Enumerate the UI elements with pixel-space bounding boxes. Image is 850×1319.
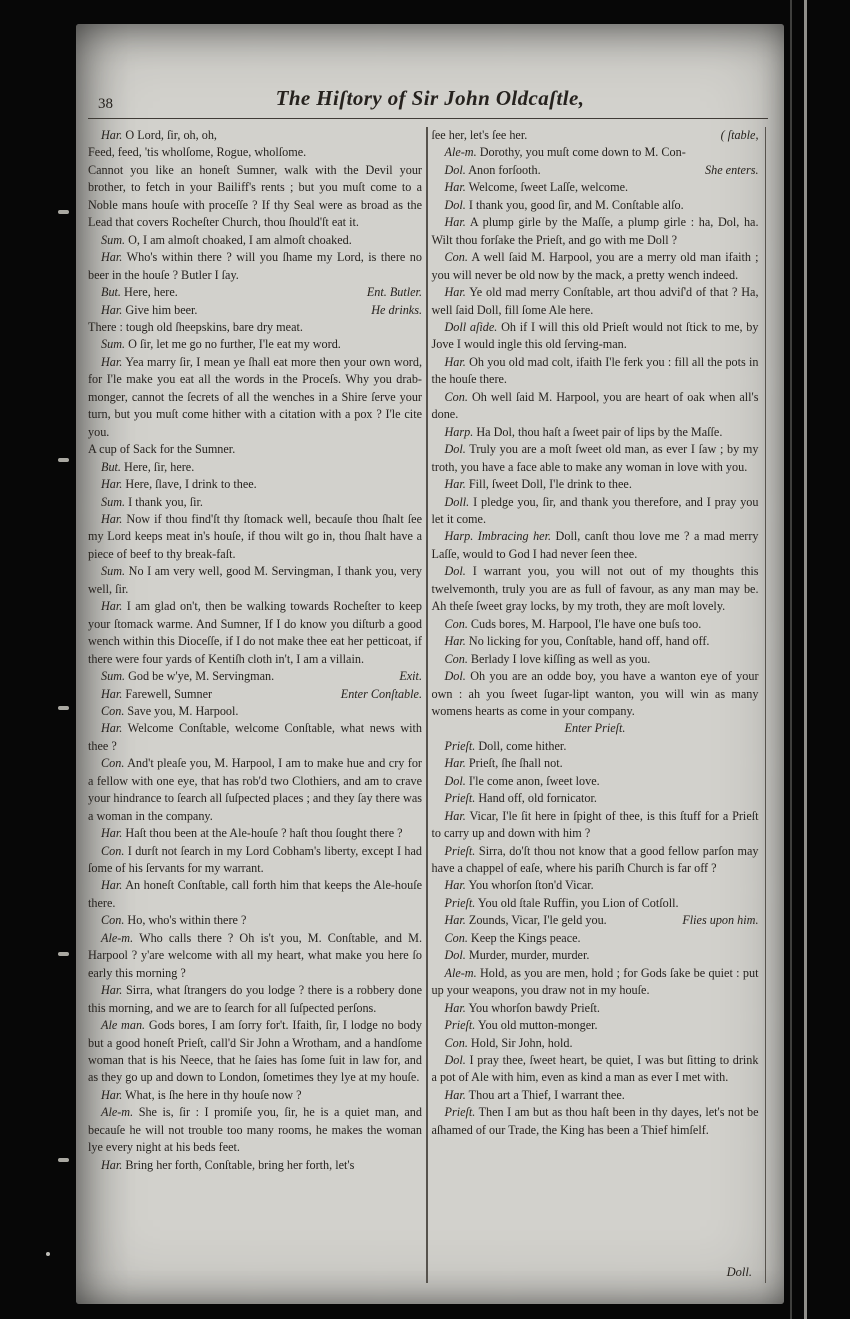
speech-line: Con. Berlady I love kiſſing as well as you. [444,651,651,666]
speaker-name: Prieſt. [444,843,476,858]
speaker-name: Con. [444,930,468,945]
speaker-name: Har. [444,756,466,771]
speech-line: Con. And't pleaſe you, M. Harpool, I am to make hue and cry for a fellow with one eye, that has rob'd two Clothiers, and am to crave your hindrance to ſearch all ſuſpected places ; and they ſay there was a woman in the company. [88,756,422,823]
speech-line: Con. A well ſaid M. Harpool, you are a merry old man ifaith ; you will never be old now by the mack, a pretty wench indeed. [431,250,759,282]
speaker-name: Har. [444,634,466,649]
binding-stitch [58,458,69,462]
speech-line: Sum. I thank you, ſir. [101,494,203,509]
speech-line: He drinks. Har. Give him beer. [88,302,422,319]
running-title: The Hiſtory of Sir John Oldcaſtle, [275,86,585,110]
speaker-name: Ale-m. [444,145,477,160]
speech-line: Ale-m. Hold, as you are men, hold ; for Gods ſake be quiet : put up your weapons, you draw not in my houſe. [431,965,759,998]
speaker-name: Ale-m. [101,930,134,945]
speaker-name: Ale man. [101,1018,146,1033]
speaker-name: Sum. [101,337,126,352]
speaker-name: Dol. [444,162,466,177]
speaker-name: Har. [101,878,123,893]
speech-line: Con. Hold, Sir John, hold. [444,1035,573,1050]
speaker-name: Sum. [101,564,126,579]
speech-line: Dol. I warrant you, you will not out of my thoughts this twelvemonth, truly you are as full of favour, as any man may be. Ah theſe ſweet gray locks, by my troth, they are moſt lovely. [431,564,759,614]
stage-direction: Flies upon him. [682,913,759,928]
speech-line: Har. Vicar, I'le ſit here in ſpight of thee, is this ſtuff for a Prieſt to carry up and down with him ? [431,808,759,841]
speech-line: Har. Bring her forth, Conſtable, bring her forth, let's [101,1157,355,1172]
speech-line: Har. Welcome, ſweet Laſſe, welcome. [444,180,629,195]
speaker-name: Har. [101,721,123,736]
stage-direction: She enters. [705,162,759,177]
speaker-name: Con. [101,843,125,858]
speech-line: Prieſt. Sirra, do'ſt thou not know that a good fellow parſon may have a chappel of eaſe, where his pariſh Church is far off ? [431,843,759,876]
speaker-name: Doll. [444,494,470,509]
speaker-name: Ale-m. [444,965,477,980]
speech-line: Prieſt. You old ſtale Ruffin, you Lion of Cotſoll. [444,895,679,910]
speaker-name: Har. [444,913,466,928]
stage-direction: ( ſtable, [720,128,759,142]
speaker-name: Con. [444,651,468,666]
speaker-name: Har. [444,878,466,893]
speaker-name: Prieſt. [444,1105,476,1120]
speaker-name: Prieſt. [444,791,476,806]
speaker-name: Har. [101,983,123,998]
speaker-name: Dol. [444,948,466,963]
page [76,24,784,1304]
binding-stitch [58,1158,69,1162]
page-number: 38 [98,96,113,112]
speech-line: Con. Cuds bores, M. Harpool, I'le have one buſs too. [444,616,702,631]
speaker-name: Har. [101,599,123,614]
speaker-name: Har. [444,1087,466,1102]
speaker-name: Con. [444,389,468,404]
speech-line: Har. An honeſt Conſtable, call forth him that keeps the Ale-houſe there. [88,878,422,910]
speaker-name: But. [101,285,121,300]
speaker-name: Prieſt. [444,1018,476,1033]
speech-line: Har. Welcome Conſtable, welcome Conſtable, what news with thee ? [88,721,422,753]
speaker-name: Dol. [444,197,466,212]
speech-line: Exit. Sum. God be w'ye, M. Servingman. [88,668,422,685]
speaker-name: Prieſt. [444,738,476,753]
speech-line: She enters. Dol. Anon forſooth. [432,162,759,179]
speech-line: Har. Prieſt, ſhe ſhall not. [444,756,563,771]
speaker-name: Doll aſide. [444,319,498,334]
speaker-name: Dol. [444,442,466,457]
left-column [88,127,422,1283]
text-columns [88,127,784,1283]
speaker-name: Dol. [444,564,466,579]
binding-stitch [58,210,69,214]
speech-line: Har. You whorſon ſton'd Vicar. [444,878,594,893]
speaker-name: Har. [444,477,466,492]
speaker-name: Har. [101,1157,123,1172]
speaker-name: Dol. [444,773,466,788]
binding-stitch [58,952,69,956]
page-edge-line-outer [804,0,807,1319]
speaker-name: Con. [101,913,125,928]
speech-line: Harp. Imbracing her. Doll, canſt thou love me ? a mad merry Laſſe, would to God I had never ſeen thee. [431,529,759,561]
speech-line: Con. Save you, M. Harpool. [101,703,239,718]
speech-line: ( ſtable, ſee her, let's ſee her. [432,127,759,144]
speech-line: Sum. O ſir, let me go no further, I'le eat my word. [101,337,341,352]
speech-line: Con. Oh well ſaid M. Harpool, you are heart of oak when all's done. [431,389,759,422]
speech-line: Sum. O, I am almoſt choaked, I am almoſt choaked. [101,232,352,247]
speaker-name: Har. [101,302,123,317]
speech-line: Dol. I thank you, good ſir, and M. Conſtable alſo. [444,197,684,212]
speech-line: Har. Fill, ſweet Doll, I'le drink to thee. [444,477,632,492]
speech-line: Har. Yea marry ſir, I mean ye ſhall eat more then your own word, for I'le make you eat all the words in the Proceſs. Why you drab-monger, cannot the ſecrets of all the wenches in a Shire ſerve your turn, but you muſt come hither with a citation with a pox ? I'le cite you. [88,354,422,439]
speech-line: Harp. Ha Dol, thou haſt a ſweet pair of lips by the Maſſe. [444,424,723,439]
speech-line: Har. Oh you old mad colt, ifaith I'le ferk you : fill all the pots in the houſe there. [431,354,759,387]
speech-line: Har. Sirra, what ſtrangers do you lodge ? there is a robbery done this morning, and we are to ſearch for all ſuſpected perſons. [88,983,422,1015]
speech-line: Har. O Lord, ſir, oh, oh, [101,128,217,142]
speaker-name: Con. [101,703,125,718]
speaker-name: Sum. [101,669,126,684]
speech-line: Dol. Murder, murder, murder. [444,948,590,963]
binding-stitch [58,706,69,710]
stage-direction: He drinks. [371,302,422,317]
speech-line: Ale-m. Who calls there ? Oh is't you, M. Conſtable, and M. Harpool ? y'are welcome with all my heart, what make you here ſo early this morning ? [88,930,422,980]
speaker-name: But. [101,459,121,474]
speaker-name: Con. [444,616,468,631]
speech-line: A cup of Sack for the Sumner. [88,442,236,457]
speaker-name: Con. [101,756,125,771]
paper-speck [46,1252,50,1256]
speaker-name: Harp. Imbracing her. [444,529,552,544]
speaker-name: Con. [444,250,468,265]
catchword: Doll. [726,1265,752,1279]
header-rule [88,118,768,119]
speaker-name: Har. [444,1000,466,1015]
speech-line: Dol. I pray thee, ſweet heart, be quiet, I was but ſitting to drink a pot of Ale with him, even as kind a man as ever I met with. [431,1053,759,1085]
speaker-name: Dol. [444,1053,466,1068]
speaker-name: Harp. [444,424,474,439]
speech-line: Enter Conſtable. Har. Farewell, Sumner [88,686,422,703]
speaker-name: Har. [444,808,466,823]
speech-line: Prieſt. Then I am but as thou haſt been in thy dayes, let's not be aſhamed of our Trade, the King has been a Thief himſelf. [431,1105,759,1137]
column-divider [426,127,428,1283]
speech-line: Ale-m. Dorothy, you muſt come down to M. Con- [444,145,686,160]
speech-line: Har. A plump girle by the Maſſe, a plump girle : ha, Dol, ha. Wilt thou forſake the Prieſt, and go with me Doll ? [431,215,759,247]
speech-line: Har. Ye old mad merry Conſtable, art thou adviſ'd of that ? Ha, well ſaid Doll, fill ſome Ale here. [431,285,759,317]
speech-line: Dol. Oh you are an odde boy, you have a wanton eye of your own : ah you ſweet ſugar-lipt wanton, you will win as many womens hearts as come in your company. [431,669,759,718]
speaker-name: Har. [444,354,466,369]
speech-line: Ent. Butler. But. Here, here. [88,284,422,301]
right-column [432,127,766,1283]
speaker-name: Har. [101,250,123,265]
speaker-name: Prieſt. [444,895,476,910]
speaker-name: Har. [101,1087,123,1102]
stage-direction: Enter Conſtable. [340,686,422,701]
speech-line: Ale-m. She is, ſir : I promiſe you, ſir, he is a quiet man, and becauſe he will not trouble too many rooms, he makes the woman lye every night at his beds feet. [88,1105,422,1155]
stage-direction: Exit. [399,669,422,684]
speech-line: Har. No licking for you, Conſtable, hand off, hand off. [444,634,710,649]
speaker-name: Har. [101,477,123,492]
speech-line: Flies upon him. Har. Zounds, Vicar, I'le geld you. [432,912,759,929]
speaker-name: Con. [444,1035,468,1050]
stage-direction: Ent. Butler. [366,285,422,300]
speech-line: Dol. I'le come anon, ſweet love. [444,773,600,788]
page-header [76,24,784,111]
speech-line: But. Here, ſir, here. [101,459,195,474]
speech-line: Har. What, is ſhe here in thy houſe now ? [101,1087,302,1102]
speech-line: Har. Who's within there ? will you ſhame my Lord, is there no beer in the houſe ? Butler I ſay. [88,250,422,282]
speech-line: There : tough old ſheepskins, bare dry meat. [88,319,303,334]
speech-line: Doll. I pledge you, ſir, and thank you therefore, and I pray you let it come. [431,494,759,526]
speaker-name: Har. [444,215,466,230]
speech-line: Sum. No I am very well, good M. Servingman, I thank you, very well, ſir. [88,564,422,596]
speech-line: Con. Ho, who's within there ? [101,913,247,928]
speech-line: Doll aſide. Oh if I will this old Prieſt would not ſtick to me, by Jove I would ingle this old ſerving-man. [431,319,759,352]
speaker-name: Dol. [444,669,466,684]
stage-direction-center: Enter Prieſt. [564,721,626,736]
speaker-name: Har. [101,686,123,701]
speech-line: Har. I am glad on't, then be walking towards Rocheſter to keep your ſtomack warme. And Sumner, If I do know you diſturb a good wench within this Dioceſſe, if I do not make thee eat her petticoat, if there were four yards of Kentiſh cloth in't, I am a villain. [88,599,422,666]
speech-line: Har. Now if thou find'ſt thy ſtomack well, becauſe thou ſhalt ſee my Lord keeps meat in's houſe, if thou wilt go in, thou ſhalt have a piece of beef to thy break-faſt. [88,511,422,561]
speech-line: Har. Thou art a Thief, I warrant thee. [444,1087,625,1102]
page-edge-line-inner [790,0,792,1319]
speech-line: Ale man. Gods bores, I am ſorry for't. Ifaith, ſir, I lodge no body but a good honeſt Prieſt, call'd Sir John a Wrotham, and a handſome woman that is his Neece, that he ſaies has ſome ſuit in law for, and as they go up and down to London, ſometimes they lye at my houſe. [88,1018,422,1085]
speaker-name: Sum. [101,232,126,247]
speech-line: Cannot you like an honeſt Sumner, walk with the Devil your brother, to fetch in your Bailiff's rents ; but you muſt come to a Noble mans houſe with proceſſe ? If thy Seal were as broad as the Lead that covers Rocheſter Church, thou ſhould'ſt eat it. [88,162,422,230]
speech-line: Prieſt. You old mutton-monger. [444,1018,598,1033]
speech-line: Har. Haſt thou been at the Ale-houſe ? haſt thou ſought there ? [101,826,403,841]
speech-line: Prieſt. Doll, come hither. [444,738,567,753]
speech-line: Har. Here, ſlave, I drink to thee. [101,477,257,492]
speaker-name: Har. [101,354,123,369]
speaker-name: Har. [444,285,466,300]
speech-line: Con. I durſt not ſearch in my Lord Cobham's liberty, except I had ſome of his ſervants for my warrant. [88,843,422,876]
speech-line: Dol. Truly you are a moſt ſweet old man, as ever I ſaw ; by my troth, you have a face able to make any woman in love with you. [431,442,759,474]
speech-line: Feed, feed, 'tis wholſome, Rogue, wholſome. [88,145,307,160]
speaker-name: Har. [101,511,123,526]
speaker-name: Har. [444,180,466,195]
speech-line: Prieſt. Hand off, old fornicator. [444,791,597,806]
speech-line: Con. Keep the Kings peace. [444,930,581,945]
speaker-name: Har. [101,826,123,841]
speaker-name: Sum. [101,494,126,509]
speaker-name: Har. [101,128,123,142]
speech-line: Har. You whorſon bawdy Prieſt. [444,1000,600,1015]
speaker-name: Ale-m. [101,1105,134,1120]
